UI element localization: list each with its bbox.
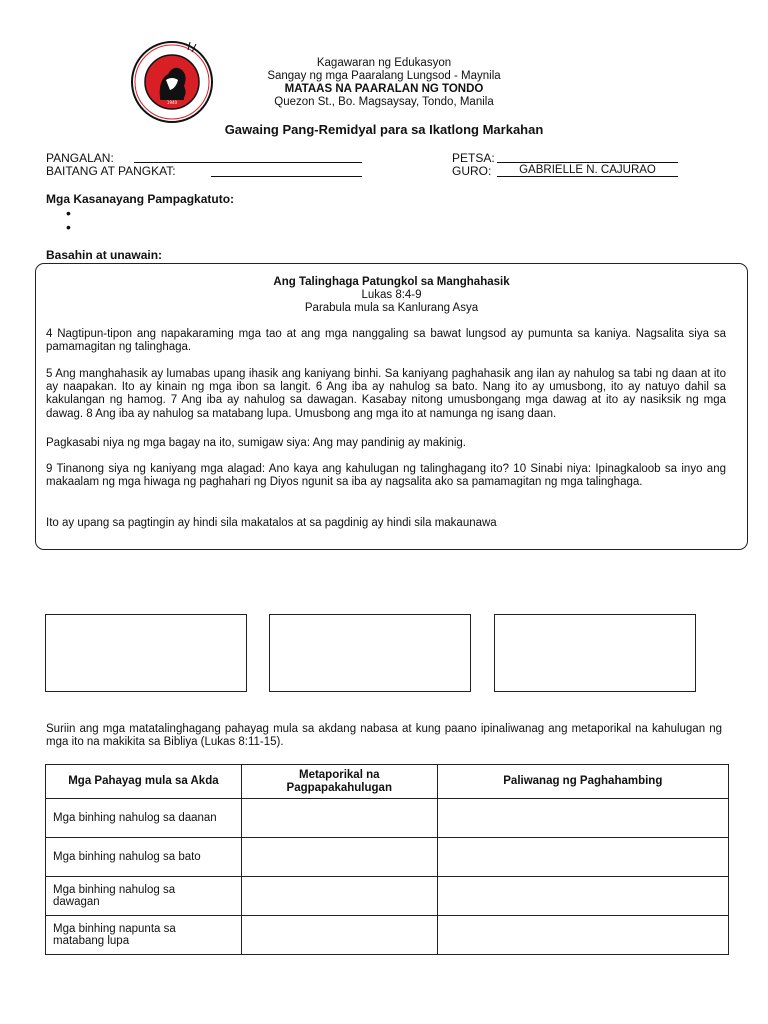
- grade-section-field[interactable]: [211, 164, 362, 177]
- table-cell: [46, 916, 242, 955]
- reading-paragraph: 9 Tinanong siya ng kaniyang mga alagad: Ano kaya ang kahulugan ng talinghagang ito? 10 Sinabi niya: Ipinagkaloob sa inyo ang makaalam ng mga hiwaga ng paghahari ng Diyos ngunit sa iba ay nagsalita ako sa pamamagitan ng mga talinghaga.: [46, 463, 726, 489]
- table-cell[interactable]: [241, 916, 437, 955]
- document-title: Gawaing Pang-Remidyal para sa Ikatlong Markahan: [224, 122, 544, 137]
- reading-paragraph: Ito ay upang sa pagtingin ay hindi sila makatalos at sa pagdinig ay hindi sila makaunawa: [46, 517, 497, 529]
- reading-paragraph: 5 Ang manghahasik ay lumabas upang ihasik ang kaniyang binhi. Sa kaniyang paghahasik ang ilan ay nahulog sa tabi ng daan at ito ay naapakan. Ito ay kinain ng mga ibon sa langit. 6 Ang iba ay nahulog sa bato. Nang ito ay umusbong, ito ay natuyo dahil sa kakulangan ng hamog. 7 Ang iba ay nahulog sa dawagan. Kasabay nitong umusbongang mga dawag at ito ay nasiksik ng mga dawag. 8 Ang iba ay nahulog sa matabang lupa. Umusbong ang mga ito at namunga ng isang daan.: [46, 368, 726, 420]
- school-name: MATAAS NA PAARALAN NG TONDO: [284, 83, 484, 95]
- table-cell[interactable]: [437, 799, 728, 838]
- teacher-field[interactable]: GABRIELLE N. CAJURAO: [497, 164, 678, 177]
- competency-bullet: •: [66, 219, 71, 235]
- answer-box[interactable]: [269, 614, 471, 692]
- answer-box[interactable]: [494, 614, 696, 692]
- date-label: PETSA:: [452, 151, 495, 165]
- table-cell[interactable]: [241, 838, 437, 877]
- school-address: Quezon St., Bo. Magsaysay, Tondo, Manila: [274, 96, 494, 108]
- table-row: [46, 877, 729, 916]
- table-cell[interactable]: [437, 838, 728, 877]
- column-header: [241, 765, 437, 799]
- table-cell[interactable]: [437, 916, 728, 955]
- division-name: Sangay ng mga Paaralang Lungsod - Maynila: [267, 70, 501, 82]
- column-header-text: Metaporikal na Pagpapakahulugan: [286, 769, 392, 794]
- column-header: Paliwanag ng Paghahambing: [437, 765, 728, 799]
- table-row: [46, 799, 729, 838]
- svg-text:1940: 1940: [166, 100, 178, 105]
- date-field[interactable]: [497, 150, 678, 163]
- teacher-label: GURO:: [452, 164, 492, 178]
- department-name: Kagawaran ng Edukasyon: [316, 57, 452, 69]
- grade-section-label: BAITANG AT PANGKAT:: [46, 164, 176, 178]
- reading-paragraph: Pagkasabi niya ng mga bagay na ito, sumigaw siya: Ang may pandinig ay makinig.: [46, 437, 466, 449]
- school-logo-icon: [130, 40, 214, 124]
- reading-subtitle: Parabula mula sa Kanlurang Asya: [304, 302, 479, 314]
- reading-paragraph: 4 Nagtipun-tipon ang napakaraming mga tao at ang mga nanggaling sa bawat lungsod ay pumunta sa kaniya. Nagsalita siya sa pamamagitan ng talinghaga.: [46, 328, 726, 354]
- column-header: Mga Pahayag mula sa Akda: [46, 765, 242, 799]
- name-field[interactable]: [134, 150, 362, 163]
- read-heading: Basahin at unawain:: [46, 248, 163, 262]
- reading-title: Ang Talinghaga Patungkol sa Manghahasik: [273, 276, 510, 288]
- table-cell[interactable]: [241, 877, 437, 916]
- table-row: [46, 916, 729, 955]
- table-cell[interactable]: [241, 799, 437, 838]
- reading-reference: Lukas 8:4-9: [361, 289, 422, 301]
- table-cell: Mga binhing nahulog sa bato: [46, 838, 242, 877]
- table-header-row: [46, 765, 729, 799]
- competencies-heading: Mga Kasanayang Pampagkatuto:: [46, 192, 235, 206]
- table-cell: [46, 877, 242, 916]
- competency-bullet: •: [66, 205, 71, 221]
- table-row: [46, 838, 729, 877]
- analysis-table: [45, 764, 729, 955]
- answer-box[interactable]: [45, 614, 247, 692]
- table-cell: Mga binhing nahulog sa daanan: [46, 799, 242, 838]
- table-cell-text: Mga binhing nahulog sa dawagan: [53, 883, 176, 908]
- table-cell-text: Mga binhing napunta sa matabang lupa: [53, 922, 176, 947]
- instructions: Suriin ang mga matatalinghagang pahayag mula sa akdang nabasa at kung paano ipinaliwanag ang metaporikal na kahulugan ng mga ito na makikita sa Bibliya (Lukas 8:11-15).: [46, 723, 722, 749]
- name-label: PANGALAN:: [46, 151, 114, 165]
- table-cell[interactable]: [437, 877, 728, 916]
